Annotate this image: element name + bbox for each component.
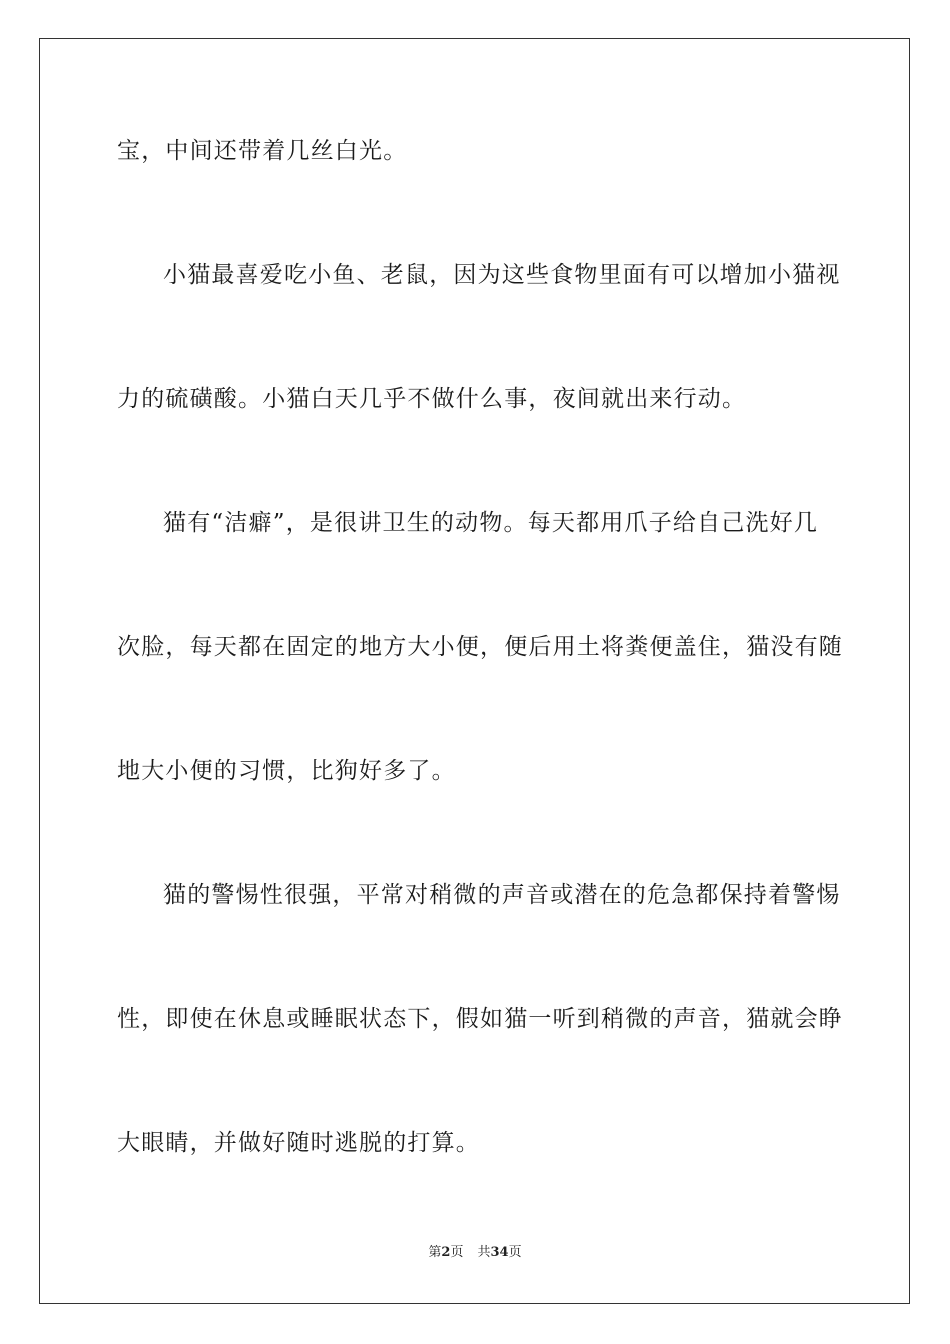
text-line: 大眼睛，并做好随时逃脱的打算。 <box>117 1130 480 1156</box>
text-line: 地大小便的习惯，比狗好多了。 <box>117 758 456 784</box>
text-line: 小猫最喜爱吃小鱼、老鼠，因为这些食物里面有可以增加小猫视 <box>163 262 841 288</box>
text-line: 力的硫磺酸。小猫白天几乎不做什么事，夜间就出来行动。 <box>117 386 747 412</box>
footer-total-prefix: 共 <box>477 1245 491 1260</box>
text-line: 宝，中间还带着几丝白光。 <box>117 138 408 164</box>
text-line: 性，即使在休息或睡眠状态下，假如猫一听到稍微的声音，猫就会睁 <box>117 1006 843 1032</box>
page-border <box>39 38 910 1304</box>
footer-total-pages: 34 <box>490 1245 509 1260</box>
footer-page-number: 2 <box>441 1245 451 1260</box>
text-line: 次脸，每天都在固定的地方大小便，便后用土将粪便盖住，猫没有随 <box>117 634 843 660</box>
footer-total-suffix: 页 <box>508 1245 522 1260</box>
text-line: 猫有“洁癖”，是很讲卫生的动物。每天都用爪子给自己洗好几 <box>163 510 819 536</box>
page-footer <box>0 1244 950 1262</box>
footer-page-suffix: 页 <box>450 1245 464 1260</box>
footer-page-prefix: 第 <box>428 1245 442 1260</box>
text-line: 猫的警惕性很强，平常对稍微的声音或潜在的危急都保持着警惕 <box>163 882 841 908</box>
